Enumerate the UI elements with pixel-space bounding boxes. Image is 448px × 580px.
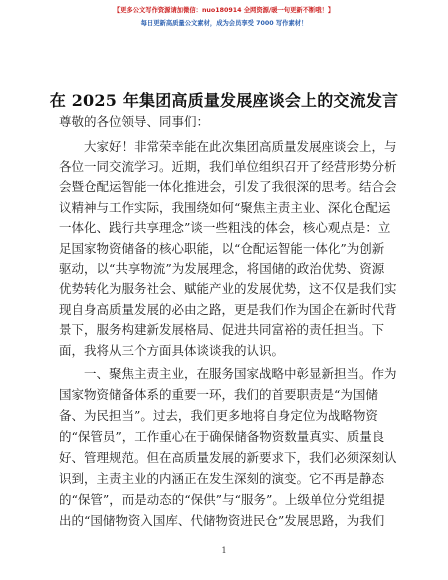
promo-banner-line-1: 【更多公文写作资源请加微信：nuo180914 全网资源/暖一句更新不断哦！】 [113, 7, 335, 14]
promo-banner-line-2: 每日更新高质量公文素材，成为会员享受 7000 写作素材！ [140, 20, 308, 27]
section-heading-line: 一、聚焦主责主业，在服务国家战略中彰显新担当。作为 [59, 366, 397, 381]
page-number: 1 [221, 546, 227, 555]
body-line: 识到，主责主业的内涵正在发生深刻的演变。它不再是静态 [59, 471, 385, 486]
body-line: 面，我将从三个方面具体谈谈我的认识。 [59, 343, 285, 358]
body-line: 现自身高质量发展的必由之路，更是我们作为国企在新时代背 [59, 302, 397, 317]
body-line: 备、为民担当”。过去，我们更多地将自身定位为战略物资 [59, 408, 378, 423]
salutation: 尊敬的各位领导、同事们： [59, 114, 210, 129]
document-title: 在 2025 年集团高质量发展座谈会上的交流发言 [49, 91, 399, 110]
body-line: 优势转化为服务社会、赋能产业的发展优势，这不仅是我们实 [59, 281, 397, 296]
body-line: 好、管理规范。但在高质量发展的新要求下，我们必须深刻认 [59, 450, 397, 465]
body-line: 驱动，以“共享物流”为发展理念，将国储的政治优势、资源 [59, 261, 385, 276]
body-line: 一体化、践行共享理念”谈一些粗浅的体会，核心观点是：立 [59, 220, 391, 235]
body-line: 会暨仓配运智能一体化推进会，引发了我很深的思考。结合会 [59, 179, 397, 194]
body-line: 出的“国储物资入国库、代储物资进民仓”发展思路，为我们 [59, 513, 385, 528]
body-line: 景下，服务构建新发展格局、促进共同富裕的责任担当。下 [59, 322, 385, 337]
body-line: 各位一同交流学习。近期，我们单位组织召开了经营形势分析 [59, 159, 397, 174]
body-line: 大家好！非常荣幸能在此次集团高质量发展座谈会上，与 [59, 139, 397, 154]
body-line: 足国家物资储备的核心职能，以“仓配运智能一体化”为创新 [59, 241, 385, 256]
body-line: 议精神与工作实际，我围绕如何“聚焦主责主业、深化仓配运 [59, 200, 391, 215]
body-line: 国家物资储备体系的重要一环，我们的首要职责是“为国储 [59, 387, 378, 402]
body-line: 的“保管员”，工作重心在于确保储备物资数量真实、质量良 [59, 429, 385, 444]
body-line: 的“保管”，而是动态的“保供”与“服务”。上级单位分党组提 [59, 492, 385, 507]
